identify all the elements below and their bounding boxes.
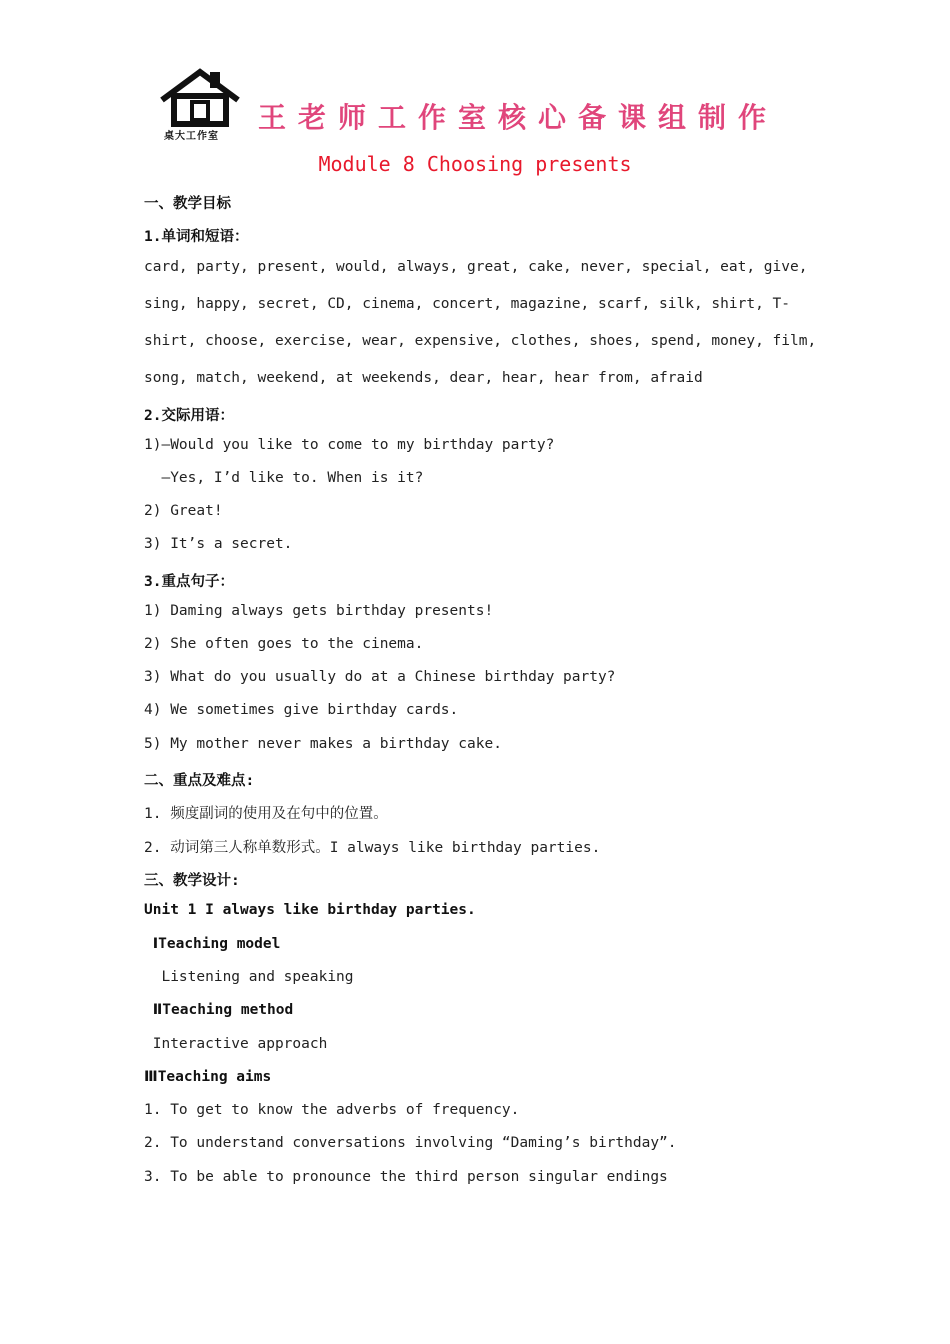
vocabulary-line: song, match, weekend, at weekends, dear, hear, hear from, afraid bbox=[144, 370, 703, 386]
vocabulary-line: sing, happy, secret, CD, cinema, concert, magazine, scarf, silk, shirt, T- bbox=[144, 296, 791, 312]
subheading-vocabulary: 1.单词和短语： bbox=[144, 229, 249, 245]
expression-line: —Yes, I’d like to. When is it? bbox=[144, 470, 424, 486]
vocabulary-line: shirt, choose, exercise, wear, expensive, clothes, shoes, spend, money, film, bbox=[144, 333, 817, 349]
expression-line: 1)—Would you like to come to my birthday party? bbox=[144, 437, 555, 453]
page-title: Module 8 Choosing presents bbox=[318, 152, 632, 176]
sentence-line: 2) She often goes to the cinema. bbox=[144, 636, 424, 652]
teaching-model-heading: ⅠTeaching model bbox=[144, 936, 281, 952]
studio-logo bbox=[158, 66, 242, 144]
house-icon bbox=[158, 66, 242, 128]
teaching-aim-line: 2. To understand conversations involving “Daming’s birthday”. bbox=[144, 1135, 677, 1151]
section-heading-objectives: 一、教学目标 bbox=[144, 196, 231, 212]
section-heading-design: 三、教学设计: bbox=[144, 873, 240, 889]
teaching-model-text: Listening and speaking bbox=[144, 969, 354, 985]
teaching-aim-line: 1. To get to know the adverbs of frequency. bbox=[144, 1102, 520, 1118]
key-point-line: 2. 动词第三人称单数形式。I always like birthday parties. bbox=[144, 840, 601, 856]
vocabulary-line: card, party, present, would, always, great, cake, never, special, eat, give, bbox=[144, 259, 808, 275]
teaching-aim-line: 3. To be able to pronounce the third person singular endings bbox=[144, 1169, 668, 1185]
section-heading-key-points: 二、重点及难点: bbox=[144, 773, 255, 789]
subheading-expressions: 2.交际用语： bbox=[144, 408, 234, 424]
sentence-line: 1) Daming always gets birthday presents! bbox=[144, 603, 494, 619]
subheading-key-sentences: 3.重点句子： bbox=[144, 574, 234, 590]
sentence-line: 4) We sometimes give birthday cards. bbox=[144, 702, 459, 718]
unit-heading: Unit 1 I always like birthday parties. bbox=[144, 902, 476, 918]
expression-line: 3) It’s a secret. bbox=[144, 536, 293, 552]
expression-line: 2) Great! bbox=[144, 503, 223, 519]
teaching-method-heading: ⅡTeaching method bbox=[144, 1002, 294, 1018]
header-banner bbox=[158, 66, 798, 146]
studio-banner: 王老师工作室核心备课组制作 bbox=[258, 101, 779, 134]
teaching-aims-heading: ⅢTeaching aims bbox=[144, 1069, 272, 1085]
teaching-method-text: Interactive approach bbox=[144, 1036, 328, 1052]
sentence-line: 3) What do you usually do at a Chinese birthday party? bbox=[144, 669, 616, 685]
logo-caption: 桌大工作室 bbox=[164, 131, 219, 142]
sentence-line: 5) My mother never makes a birthday cake. bbox=[144, 736, 502, 752]
key-point-line: 1. 频度副词的使用及在句中的位置。 bbox=[144, 806, 388, 822]
